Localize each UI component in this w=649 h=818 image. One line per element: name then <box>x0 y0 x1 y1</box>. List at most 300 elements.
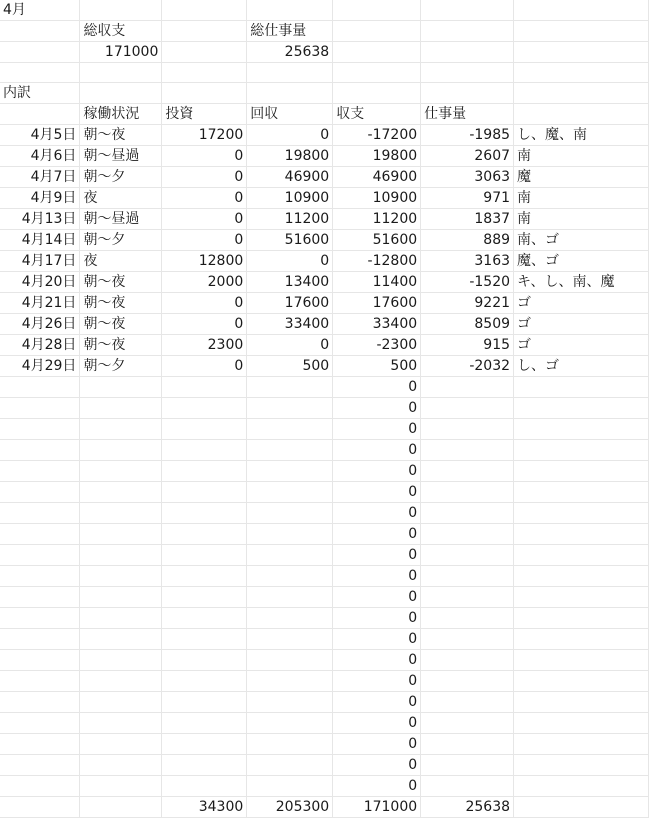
month-title-cell[interactable]: 4月 <box>0 0 80 21</box>
cell[interactable] <box>162 377 247 398</box>
header-status[interactable]: 稼働状況 <box>80 104 162 125</box>
cell[interactable] <box>514 797 649 818</box>
investment-cell[interactable]: 0 <box>162 293 247 314</box>
cell[interactable] <box>162 83 247 104</box>
cell[interactable] <box>333 0 421 21</box>
table-row <box>0 251 649 272</box>
cell[interactable] <box>0 629 80 650</box>
cell[interactable] <box>247 419 333 440</box>
cell[interactable] <box>514 608 649 629</box>
cell[interactable] <box>80 524 162 545</box>
cell[interactable] <box>247 629 333 650</box>
recovery-cell[interactable]: 10900 <box>247 188 333 209</box>
cell[interactable] <box>0 755 80 776</box>
cell[interactable] <box>80 608 162 629</box>
cell[interactable] <box>421 42 514 63</box>
status-cell[interactable]: 夜 <box>80 251 162 272</box>
cell[interactable] <box>514 776 649 797</box>
cell[interactable] <box>0 545 80 566</box>
investment-cell[interactable]: 0 <box>162 146 247 167</box>
work-cell[interactable]: -1985 <box>421 125 514 146</box>
total-income-value[interactable]: 171000 <box>80 42 162 63</box>
date-cell[interactable]: 4月21日 <box>0 293 80 314</box>
cell[interactable] <box>514 524 649 545</box>
status-cell[interactable]: 朝～夜 <box>80 314 162 335</box>
cell[interactable] <box>80 629 162 650</box>
cell[interactable] <box>421 566 514 587</box>
balance-cell[interactable]: 0 <box>333 776 421 797</box>
cell[interactable] <box>0 692 80 713</box>
header-work[interactable]: 仕事量 <box>421 104 514 125</box>
cell[interactable] <box>247 734 333 755</box>
cell[interactable] <box>247 461 333 482</box>
cell[interactable] <box>80 650 162 671</box>
cell[interactable] <box>162 63 247 83</box>
date-cell[interactable]: 4月17日 <box>0 251 80 272</box>
note-cell[interactable]: キ、し、南、魔 <box>514 272 649 293</box>
cell[interactable] <box>80 482 162 503</box>
recovery-cell[interactable]: 0 <box>247 335 333 356</box>
empty-balance-row <box>0 503 649 524</box>
note-cell[interactable]: 魔、ゴ <box>514 251 649 272</box>
cell[interactable] <box>421 0 514 21</box>
table-row <box>0 356 649 377</box>
balance-cell[interactable]: 17600 <box>333 293 421 314</box>
cell[interactable] <box>162 692 247 713</box>
cell[interactable] <box>0 776 80 797</box>
cell[interactable] <box>162 524 247 545</box>
note-cell[interactable]: 南 <box>514 146 649 167</box>
cell[interactable] <box>80 503 162 524</box>
balance-cell[interactable]: 46900 <box>333 167 421 188</box>
cell[interactable] <box>0 461 80 482</box>
work-cell[interactable]: 889 <box>421 230 514 251</box>
date-cell[interactable]: 4月20日 <box>0 272 80 293</box>
empty-balance-row <box>0 713 649 734</box>
cell[interactable] <box>514 755 649 776</box>
cell[interactable] <box>421 713 514 734</box>
investment-cell[interactable]: 2000 <box>162 272 247 293</box>
cell[interactable] <box>247 83 333 104</box>
balance-cell[interactable]: 0 <box>333 398 421 419</box>
header-investment[interactable]: 投資 <box>162 104 247 125</box>
balance-cell[interactable]: 500 <box>333 356 421 377</box>
work-cell[interactable]: 1837 <box>421 209 514 230</box>
recovery-cell[interactable]: 13400 <box>247 272 333 293</box>
cell[interactable] <box>421 650 514 671</box>
total-balance[interactable]: 171000 <box>333 797 421 818</box>
cell[interactable] <box>421 482 514 503</box>
cell[interactable] <box>162 42 247 63</box>
date-cell[interactable]: 4月5日 <box>0 125 80 146</box>
empty-balance-row <box>0 692 649 713</box>
cell[interactable] <box>162 776 247 797</box>
cell[interactable] <box>514 671 649 692</box>
cell[interactable] <box>247 377 333 398</box>
table-row <box>0 188 649 209</box>
work-cell[interactable]: 915 <box>421 335 514 356</box>
investment-cell[interactable]: 2300 <box>162 335 247 356</box>
balance-cell[interactable]: 11400 <box>333 272 421 293</box>
balance-cell[interactable]: -2300 <box>333 335 421 356</box>
cell[interactable] <box>247 63 333 83</box>
total-income-label[interactable]: 総収支 <box>80 21 162 42</box>
total-investment[interactable]: 34300 <box>162 797 247 818</box>
cell[interactable] <box>162 503 247 524</box>
cell[interactable] <box>514 42 649 63</box>
cell[interactable] <box>0 671 80 692</box>
cell[interactable] <box>247 650 333 671</box>
empty-balance-row <box>0 629 649 650</box>
cell[interactable] <box>247 776 333 797</box>
summary-value-row <box>0 42 649 63</box>
date-cell[interactable]: 4月7日 <box>0 167 80 188</box>
cell[interactable] <box>0 713 80 734</box>
balance-cell[interactable]: 0 <box>333 482 421 503</box>
recovery-cell[interactable]: 17600 <box>247 293 333 314</box>
work-cell[interactable]: 3163 <box>421 251 514 272</box>
cell[interactable] <box>421 587 514 608</box>
cell[interactable] <box>333 63 421 83</box>
date-cell[interactable]: 4月28日 <box>0 335 80 356</box>
cell[interactable] <box>80 461 162 482</box>
cell[interactable] <box>0 440 80 461</box>
balance-cell[interactable]: 0 <box>333 377 421 398</box>
cell[interactable] <box>80 440 162 461</box>
cell[interactable] <box>0 734 80 755</box>
recovery-cell[interactable]: 11200 <box>247 209 333 230</box>
balance-cell[interactable]: 0 <box>333 566 421 587</box>
empty-balance-row <box>0 440 649 461</box>
cell[interactable] <box>0 650 80 671</box>
cell[interactable] <box>80 83 162 104</box>
cell[interactable] <box>247 713 333 734</box>
cell[interactable] <box>80 419 162 440</box>
investment-cell[interactable]: 0 <box>162 188 247 209</box>
date-cell[interactable]: 4月6日 <box>0 146 80 167</box>
cell[interactable] <box>0 63 80 83</box>
cell[interactable] <box>247 482 333 503</box>
balance-cell[interactable]: 0 <box>333 629 421 650</box>
empty-row <box>0 63 649 83</box>
investment-cell[interactable]: 0 <box>162 356 247 377</box>
month-title-row <box>0 0 649 21</box>
cell[interactable] <box>514 482 649 503</box>
table-row <box>0 146 649 167</box>
cell[interactable] <box>162 0 247 21</box>
cell[interactable] <box>80 63 162 83</box>
balance-cell[interactable]: 0 <box>333 587 421 608</box>
recovery-cell[interactable]: 51600 <box>247 230 333 251</box>
work-cell[interactable]: 9221 <box>421 293 514 314</box>
cell[interactable] <box>421 629 514 650</box>
recovery-cell[interactable]: 19800 <box>247 146 333 167</box>
cell[interactable] <box>421 503 514 524</box>
recovery-cell[interactable]: 0 <box>247 125 333 146</box>
balance-cell[interactable]: 0 <box>333 419 421 440</box>
totals-row <box>0 797 649 818</box>
cell[interactable] <box>421 692 514 713</box>
cell[interactable] <box>80 566 162 587</box>
work-cell[interactable]: 3063 <box>421 167 514 188</box>
balance-cell[interactable]: 0 <box>333 713 421 734</box>
cell[interactable] <box>247 692 333 713</box>
cell[interactable] <box>247 503 333 524</box>
note-cell[interactable]: し、ゴ <box>514 356 649 377</box>
investment-cell[interactable]: 12800 <box>162 251 247 272</box>
cell[interactable] <box>514 650 649 671</box>
balance-cell[interactable]: 0 <box>333 671 421 692</box>
note-cell[interactable]: し、魔、南 <box>514 125 649 146</box>
cell[interactable] <box>421 524 514 545</box>
cell[interactable] <box>421 608 514 629</box>
work-cell[interactable]: 2607 <box>421 146 514 167</box>
investment-cell[interactable]: 0 <box>162 314 247 335</box>
cell[interactable] <box>80 587 162 608</box>
cell[interactable] <box>514 377 649 398</box>
cell[interactable] <box>421 440 514 461</box>
cell[interactable] <box>514 63 649 83</box>
cell[interactable] <box>80 545 162 566</box>
cell[interactable] <box>162 440 247 461</box>
balance-cell[interactable]: 33400 <box>333 314 421 335</box>
status-cell[interactable]: 朝～夜 <box>80 272 162 293</box>
cell[interactable] <box>247 545 333 566</box>
recovery-cell[interactable]: 33400 <box>247 314 333 335</box>
cell[interactable] <box>0 377 80 398</box>
cell[interactable] <box>333 21 421 42</box>
cell[interactable] <box>0 608 80 629</box>
cell[interactable] <box>0 42 80 63</box>
table-row <box>0 209 649 230</box>
note-cell[interactable]: 南 <box>514 188 649 209</box>
breakdown-label[interactable]: 内訳 <box>0 83 80 104</box>
cell[interactable] <box>247 524 333 545</box>
cell[interactable] <box>514 21 649 42</box>
status-cell[interactable]: 朝～夜 <box>80 293 162 314</box>
cell[interactable] <box>421 755 514 776</box>
cell[interactable] <box>514 0 649 21</box>
cell[interactable] <box>0 104 80 125</box>
cell[interactable] <box>162 629 247 650</box>
status-cell[interactable]: 朝～夕 <box>80 356 162 377</box>
table-row <box>0 314 649 335</box>
cell[interactable] <box>514 734 649 755</box>
cell[interactable] <box>421 377 514 398</box>
date-cell[interactable]: 4月13日 <box>0 209 80 230</box>
note-cell[interactable]: 南、ゴ <box>514 230 649 251</box>
cell[interactable] <box>514 713 649 734</box>
cell[interactable] <box>421 63 514 83</box>
recovery-cell[interactable]: 46900 <box>247 167 333 188</box>
work-cell[interactable]: 971 <box>421 188 514 209</box>
cell[interactable] <box>514 104 649 125</box>
balance-cell[interactable]: 51600 <box>333 230 421 251</box>
cell[interactable] <box>162 587 247 608</box>
total-recovery[interactable]: 205300 <box>247 797 333 818</box>
balance-cell[interactable]: 19800 <box>333 146 421 167</box>
balance-cell[interactable]: 0 <box>333 503 421 524</box>
empty-balance-row <box>0 776 649 797</box>
balance-cell[interactable]: -17200 <box>333 125 421 146</box>
total-work[interactable]: 25638 <box>421 797 514 818</box>
empty-balance-row <box>0 755 649 776</box>
balance-cell[interactable]: 0 <box>333 440 421 461</box>
status-cell[interactable]: 朝～昼過 <box>80 209 162 230</box>
recovery-cell[interactable]: 500 <box>247 356 333 377</box>
cell[interactable] <box>80 377 162 398</box>
cell[interactable] <box>514 629 649 650</box>
cell[interactable] <box>80 671 162 692</box>
balance-cell[interactable]: 10900 <box>333 188 421 209</box>
empty-balance-row <box>0 566 649 587</box>
work-cell[interactable]: -1520 <box>421 272 514 293</box>
cell[interactable] <box>514 545 649 566</box>
cell[interactable] <box>247 0 333 21</box>
cell[interactable] <box>80 0 162 21</box>
cell[interactable] <box>421 398 514 419</box>
cell[interactable] <box>80 755 162 776</box>
cell[interactable] <box>247 587 333 608</box>
work-cell[interactable]: -2032 <box>421 356 514 377</box>
investment-cell[interactable]: 0 <box>162 209 247 230</box>
recovery-cell[interactable]: 0 <box>247 251 333 272</box>
cell[interactable] <box>514 692 649 713</box>
empty-balance-row <box>0 461 649 482</box>
note-cell[interactable]: 南 <box>514 209 649 230</box>
balance-cell[interactable]: 0 <box>333 692 421 713</box>
cell[interactable] <box>162 21 247 42</box>
note-cell[interactable]: ゴ <box>514 293 649 314</box>
cell[interactable] <box>0 398 80 419</box>
cell[interactable] <box>333 42 421 63</box>
status-cell[interactable]: 夜 <box>80 188 162 209</box>
table-row <box>0 335 649 356</box>
cell[interactable] <box>162 755 247 776</box>
cell[interactable] <box>333 83 421 104</box>
header-balance[interactable]: 収支 <box>333 104 421 125</box>
status-cell[interactable]: 朝～夕 <box>80 230 162 251</box>
empty-balance-row <box>0 650 649 671</box>
note-cell[interactable]: ゴ <box>514 335 649 356</box>
cell[interactable] <box>247 398 333 419</box>
cell[interactable] <box>80 713 162 734</box>
date-cell[interactable]: 4月14日 <box>0 230 80 251</box>
balance-cell[interactable]: 0 <box>333 524 421 545</box>
cell[interactable] <box>162 566 247 587</box>
date-cell[interactable]: 4月26日 <box>0 314 80 335</box>
breakdown-label-row <box>0 83 649 104</box>
cell[interactable] <box>162 734 247 755</box>
cell[interactable] <box>421 776 514 797</box>
cell[interactable] <box>421 734 514 755</box>
balance-cell[interactable]: 0 <box>333 608 421 629</box>
cell[interactable] <box>0 503 80 524</box>
empty-balance-row <box>0 419 649 440</box>
cell[interactable] <box>162 398 247 419</box>
cell[interactable] <box>514 566 649 587</box>
cell[interactable] <box>0 482 80 503</box>
cell[interactable] <box>247 755 333 776</box>
total-work-label[interactable]: 総仕事量 <box>247 21 333 42</box>
cell[interactable] <box>0 419 80 440</box>
cell[interactable] <box>0 566 80 587</box>
cell[interactable] <box>162 461 247 482</box>
cell[interactable] <box>80 797 162 818</box>
cell[interactable] <box>421 671 514 692</box>
investment-cell[interactable]: 17200 <box>162 125 247 146</box>
cell[interactable] <box>514 440 649 461</box>
note-cell[interactable]: 魔 <box>514 167 649 188</box>
cell[interactable] <box>514 461 649 482</box>
total-work-value[interactable]: 25638 <box>247 42 333 63</box>
empty-balance-row <box>0 587 649 608</box>
status-cell[interactable]: 朝～夜 <box>80 125 162 146</box>
status-cell[interactable]: 朝～夕 <box>80 167 162 188</box>
cell[interactable] <box>0 587 80 608</box>
cell[interactable] <box>162 608 247 629</box>
status-cell[interactable]: 朝～昼過 <box>80 146 162 167</box>
cell[interactable] <box>247 671 333 692</box>
cell[interactable] <box>162 671 247 692</box>
cell[interactable] <box>421 21 514 42</box>
balance-cell[interactable]: 11200 <box>333 209 421 230</box>
cell[interactable] <box>421 545 514 566</box>
empty-balance-row <box>0 482 649 503</box>
cell[interactable] <box>421 461 514 482</box>
cell[interactable] <box>514 503 649 524</box>
cell[interactable] <box>514 419 649 440</box>
cell[interactable] <box>247 440 333 461</box>
cell[interactable] <box>162 713 247 734</box>
investment-cell[interactable]: 0 <box>162 167 247 188</box>
date-cell[interactable]: 4月29日 <box>0 356 80 377</box>
cell[interactable] <box>162 419 247 440</box>
cell[interactable] <box>80 398 162 419</box>
work-cell[interactable]: 8509 <box>421 314 514 335</box>
date-cell[interactable]: 4月9日 <box>0 188 80 209</box>
cell[interactable] <box>162 650 247 671</box>
empty-balance-row <box>0 377 649 398</box>
status-cell[interactable]: 朝～夜 <box>80 335 162 356</box>
cell[interactable] <box>247 566 333 587</box>
cell[interactable] <box>247 608 333 629</box>
header-recovery[interactable]: 回収 <box>247 104 333 125</box>
cell[interactable] <box>514 398 649 419</box>
balance-cell[interactable]: 0 <box>333 545 421 566</box>
cell[interactable] <box>162 545 247 566</box>
cell[interactable] <box>80 776 162 797</box>
cell[interactable] <box>0 524 80 545</box>
cell[interactable] <box>80 734 162 755</box>
empty-balance-row <box>0 734 649 755</box>
note-cell[interactable]: ゴ <box>514 314 649 335</box>
cell[interactable] <box>514 83 649 104</box>
balance-cell[interactable]: 0 <box>333 755 421 776</box>
cell[interactable] <box>421 83 514 104</box>
cell[interactable] <box>0 21 80 42</box>
cell[interactable] <box>162 482 247 503</box>
cell[interactable] <box>0 797 80 818</box>
investment-cell[interactable]: 0 <box>162 230 247 251</box>
balance-cell[interactable]: -12800 <box>333 251 421 272</box>
balance-cell[interactable]: 0 <box>333 734 421 755</box>
cell[interactable] <box>80 692 162 713</box>
cell[interactable] <box>421 419 514 440</box>
balance-cell[interactable]: 0 <box>333 461 421 482</box>
cell[interactable] <box>514 587 649 608</box>
balance-cell[interactable]: 0 <box>333 650 421 671</box>
